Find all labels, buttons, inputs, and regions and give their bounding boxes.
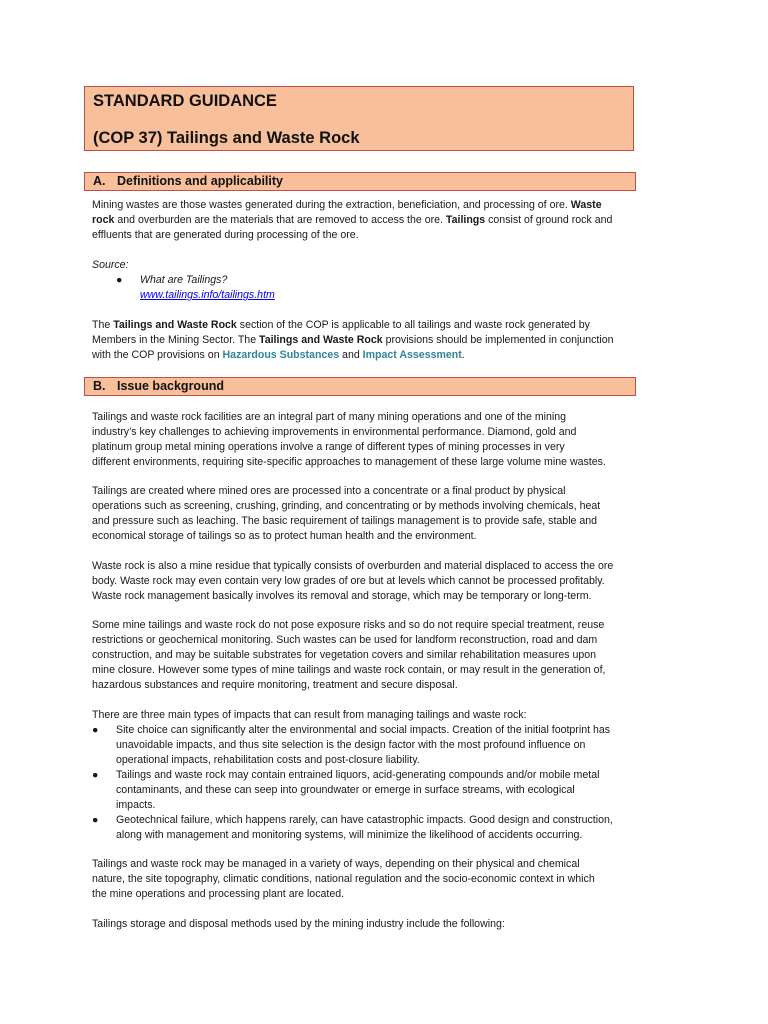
text-line: economical storage of tailings so as to protect human health and the environment. (92, 530, 477, 542)
text-run: and (339, 349, 363, 361)
text-line: operations such as screening, crushing, grinding, and concentrating or by methods involving chemicals, heat (92, 500, 601, 512)
source-item-title: What are Tailings? (140, 274, 228, 286)
source-link-row (140, 288, 440, 303)
bold-term-tailings: Tailings (445, 214, 486, 226)
text-run: section of the COP is applicable to all tailings and waste rock generated by (236, 319, 590, 331)
section-b-title: Issue background (117, 379, 224, 393)
bold-term: Tailings and Waste Rock (259, 334, 383, 346)
text-run: effluents that are generated during processing of the ore. (92, 229, 359, 241)
section-b-label: B. (93, 379, 106, 393)
text-line: industry’s key challenges to achieving improvements in environmental performance. Diamond, gold and (92, 426, 577, 438)
text-line: Waste rock is also a mine residue that typically consists of overburden and material displaced to access the ore (92, 560, 614, 572)
text-line: Tailings are created where mined ores are processed into a concentrate or a final product by physical (92, 485, 566, 497)
text-line: Geotechnical failure, which happens rarely, can have catastrophic impacts. Good design and construction, (116, 814, 613, 826)
bullet-text (116, 723, 682, 768)
hazardous-substances-link[interactable]: Hazardous Substances (222, 349, 340, 361)
background-paragraph-6 (92, 857, 682, 902)
applicability-paragraph (92, 318, 682, 363)
section-a-header (84, 172, 636, 191)
text-line: restrictions or geochemical monitoring. Such wastes can be used for landform reconstruction, road and dam (92, 634, 598, 646)
text-line: mine closure. However some types of mine tailings and waste rock contain, or may result in the generation of, (92, 664, 606, 676)
text-line: Waste rock management basically involves its removal and storage, which may be temporary or long-term. (92, 590, 592, 602)
background-paragraph-2 (92, 484, 682, 544)
impacts-intro: There are three main types of impacts that can result from managing tailings and waste rock: (92, 709, 527, 721)
text-line: nature, the site topography, climatic conditions, national regulation and the socio-economic context in which (92, 873, 595, 885)
text-line: the mine operations and processing plant are located. (92, 888, 345, 900)
text-line: contaminants, and these can seep into groundwater or emerge in surface streams, with ecological (116, 784, 575, 796)
text-line: different environments, requiring site-specific approaches to management of these large volume mine wastes. (92, 456, 606, 468)
bold-term-waste: Waste (570, 199, 602, 211)
text-line: body. Waste rock may even contain very low grades of ore but at levels which cannot be processed profitably. (92, 575, 605, 587)
text-run: with the COP provisions on (92, 349, 223, 361)
impact-assessment-link[interactable]: Impact Assessment (362, 349, 462, 361)
text-line: Tailings and waste rock may be managed in a variety of ways, depending on their physical and chemical (92, 858, 580, 870)
text-line: Some mine tailings and waste rock do not pose exposure risks and so do not require special treatment, reuse (92, 619, 605, 631)
background-paragraph-3 (92, 559, 682, 604)
bullet-icon: ● (92, 769, 99, 781)
text-run: consist of ground rock and (485, 214, 613, 226)
document-title: STANDARD GUIDANCE (93, 92, 277, 110)
text-line: platinum group metal mining operations involve a range of different types of mining processes in very (92, 441, 565, 453)
bullet-icon: ● (116, 274, 123, 286)
source-label: Source: (92, 259, 129, 271)
section-a-label: A. (93, 174, 106, 188)
source-link[interactable]: www.tailings.info/tailings.htm (140, 289, 275, 301)
document-subtitle: (COP 37) Tailings and Waste Rock (93, 129, 360, 147)
text-run: provisions should be implemented in conjunction (382, 334, 614, 346)
bullet-icon: ● (92, 814, 99, 826)
text-run: . (461, 349, 465, 361)
text-line: unavoidable impacts, and thus site selection is the design factor with the most profound influence on (116, 739, 586, 751)
text-run: The (92, 319, 114, 331)
text-run: Mining wastes are those wastes generated during the extraction, beneficiation, and processing of ore. (92, 199, 571, 211)
text-line: construction, and may be suitable substrates for vegetation covers and similar rehabilitation measures upon (92, 649, 597, 661)
text-line: Tailings and waste rock facilities are an integral part of many mining operations and one of the mining (92, 411, 567, 423)
bullet-text (116, 768, 682, 813)
bold-term: Tailings and Waste Rock (113, 319, 237, 331)
title-box (84, 86, 634, 151)
text-line: operational impacts, rehabilitation costs and post-closure liability. (116, 754, 420, 766)
background-paragraph-1 (92, 410, 682, 470)
bullet-icon: ● (92, 724, 99, 736)
text-line: along with management and monitoring systems, will minimize the likelihood of accidents occurring. (116, 829, 583, 841)
text-run: and overburden are the materials that are removed to access the ore. (114, 214, 446, 226)
background-paragraph-4 (92, 618, 682, 693)
text-line: impacts. (116, 799, 156, 811)
text-line: and pressure such as leaching. The basic requirement of tailings management is to provide safe, stable and (92, 515, 598, 527)
text-run: Members in the Mining Sector. The (92, 334, 260, 346)
text-line: hazardous substances and require monitoring, treatment and secure disposal. (92, 679, 458, 691)
storage-methods-intro: Tailings storage and disposal methods used by the mining industry include the following: (92, 918, 505, 930)
section-a-title: Definitions and applicability (117, 174, 283, 188)
text-line: Site choice can significantly alter the environmental and social impacts. Creation of the initial footprint has (116, 724, 611, 736)
definitions-paragraph (92, 198, 682, 243)
section-b-header (84, 377, 636, 396)
bold-term-rock: rock (92, 214, 115, 226)
bullet-text (116, 813, 682, 843)
text-line: Tailings and waste rock may contain entrained liquors, acid-generating compounds and/or mobile metal (116, 769, 600, 781)
